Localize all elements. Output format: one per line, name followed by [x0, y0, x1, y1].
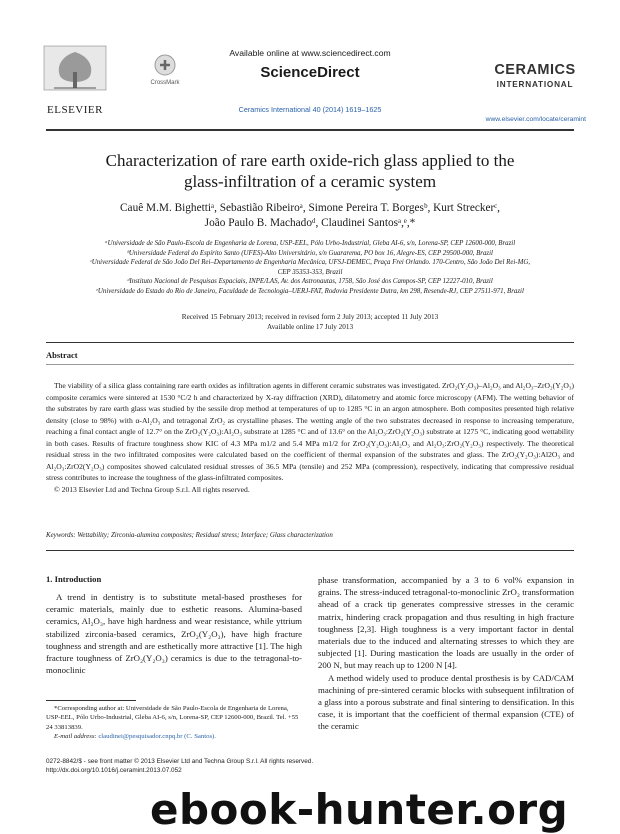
elsevier-wordmark: ELSEVIER: [47, 104, 103, 116]
email-link[interactable]: claudinei@pesquisador.cnpq.br (C. Santos).: [98, 733, 216, 741]
keywords: Keywords: Wettability; Zirconia-alumina composites; Residual stress; Interface; Glass characterization: [46, 532, 333, 539]
abstract-heading-rule: [46, 364, 574, 365]
footnote-rule: [46, 700, 136, 701]
intro-left-column: [46, 591, 302, 676]
intro-paragraph-3: A method widely used to produce dental prosthesis is by CAD/CAM machining of pre-sintered ceramic blocks with subsequent infiltration of a glass into a porous substrate and final sintering to densification. In this case, it is important that the coefficient of thermal expansion (CTE) of the ceramic: [318, 672, 574, 732]
affiliation-c: ᶜUniversidade Federal de São João Del Rei–Departamento de Engenharia Mecânica, UFSJ-DEMEC, Praça Frei Orlando. 170-Centro, São João Del Rei-MG,: [89, 259, 531, 266]
corresponding-author-note: *Corresponding author at: Universidade de São Paulo-Escola de Engenharia de Lorena, USP-EEL, Pólo Urbo-Industrial, Gleba AI-6, s/n, Lorena-SP, CEP 12600-000, Brazil. Tel. +55 24 33813839.: [46, 705, 299, 731]
available-date: Available online 17 July 2013: [266, 323, 354, 331]
abstract-body: [46, 380, 574, 495]
section-heading-introduction: 1. Introduction: [46, 574, 102, 584]
authors-line-2[interactable]: João Paulo B. Machadoᵈ, Claudinei Santosᵃ,ᵉ,*: [204, 217, 416, 229]
sciencedirect-logo[interactable]: ScienceDirect: [260, 64, 360, 81]
email-line: [46, 732, 302, 741]
title-line-2: glass-infiltration of a ceramic system: [183, 172, 437, 191]
affiliations: [25, 239, 595, 296]
elsevier-tree-icon: [40, 44, 110, 104]
affiliation-e: ᵉUniversidade do Estado do Rio de Janeiro, Faculdade de Tecnologia–UERJ-FAT, Rodovia Presidente Dutra, km 298, Resende-RJ, CEP 27511-971, Brazil: [96, 287, 524, 295]
header-rule: [46, 129, 574, 131]
watermark: ebook-hunter.org: [150, 785, 569, 834]
front-matter: [46, 757, 313, 775]
abstract-copyright: © 2013 Elsevier Ltd and Techna Group S.r.l. All rights reserved.: [54, 484, 250, 494]
doi-link[interactable]: http://dx.doi.org/10.1016/j.ceramint.2013.07.052: [46, 767, 182, 774]
journal-citation[interactable]: Ceramics International 40 (2014) 1619–1625: [238, 105, 382, 114]
abstract-text: The viability of a silica glass containing rare earth oxides as infiltration agents in different ceramic substrates was investigated. ZrO₂(Y₂O₃)–Al₂O₃ and Al₂O₃–ZrO₂(Y₂O₃) composite ceramics were sintered at 1530 °C/2 h and characterized by X-ray diffraction (XRD), dilatometry and atomic force microscopy (AFM). The wetting behavior of the substrates by rare earth glass was studied by the sessile drop method at temperatures of up to 1285 °C in an argon atmosphere. Both composites presented high relative density (close to 98%) with α-Al₂O₃ and tetragonal ZrO₂ as crystalline phases. The wetting angle of the two substrates decreased in response to increasing temperature, reaching a final contact angle of 12.7° on the ZrO₂(Y₂O₃):Al₂O₃ substrate at 1285 °C and of 13.6° on the Al₂O₃:ZrO₂(Y₂O₃) substrate at 1275 °C, indicating good wettability in both cases. Results of fracture toughness show KIC of 4.3 MPa m1/2 and 5.4 MPa m1/2 for ZrO₂(Y₂O₃):Al₂O₃ and Al₂O₃:ZrO₂(Y₂O₃) respectively. The theoretical residual stress in the two infiltrated composites were calculated based on the coefficient of thermal expansion of the substrates and glass. The ZrO₂(Y₂O₃):Al2O₃ and Al₂O₃:ZrO2(Y₂O₃) composites showed calculated residual stresses of 36.5 MPa (tensile) and 252 MPa (compression), respectively, indicating that compressive residual stress contributes to increase the toughness of the glass-infiltrated composites.: [46, 381, 574, 482]
crossmark-icon[interactable]: [154, 54, 176, 76]
abstract-heading: Abstract: [46, 350, 78, 360]
affiliation-d: ᵈInstituto Nacional de Pesquisas Espaciais, INPE/LAS, Av. dos Astronautas, 1758, São José dos Campos-SP, CEP 12227-010, Brazil: [127, 278, 493, 285]
crossmark-label: CrossMark: [150, 80, 180, 86]
intro-paragraph-1: A trend in dentistry is to substitute metal-based prostheses for ceramic materials, mainly due to esthetic reasons. Alumina-based ceramics, Al₂O₃, have high hardness and wear resistance, while yttrium stabilized zirconia-based ceramics, ZrO₂(Y₂O₃), have high fracture toughness and strength and are esthetically more attractive [1]. The high fracture toughness of ZrO₂(Y₂O₃) ceramics is due to the tetragonal-to-monoclinic: [46, 592, 302, 676]
available-online[interactable]: Available online at www.sciencedirect.com: [229, 48, 391, 58]
journal-logo-ceramics: CERAMICS: [494, 62, 576, 78]
author-list: [30, 201, 590, 231]
journal-url[interactable]: www.elsevier.com/locate/ceramint: [485, 116, 586, 123]
affiliation-c-cont: CEP 35353-353, Brazil: [277, 268, 343, 276]
front-matter-copyright: 0272-8842/$ - see front matter © 2013 Elsevier Ltd and Techna Group S.r.l. All rights reserved.: [46, 758, 314, 765]
email-label: E-mail address:: [54, 733, 97, 741]
keywords-rule: [46, 550, 574, 551]
article-history: [30, 312, 590, 332]
affiliation-a: ᵃUniversidade de São Paulo-Escola de Engenharia de Lorena, USP-EEL, Pólo Urbo-Industrial, Gleba AI-6, s/n, Lorena-SP, CEP 12600-000, Brazil: [104, 240, 516, 247]
article-title: [40, 150, 580, 192]
title-line-1: Characterization of rare earth oxide-rich glass applied to the: [105, 151, 515, 170]
intro-right-column: [318, 574, 574, 733]
intro-paragraph-2: phase transformation, accompanied by a 3 to 6 vol% expansion in grains. The stress-induced tetragonal-to-monoclinic ZrO₂ transformation ahead of a crack tip generates compressive stresses in the ceramic matrix, hindering crack propagation and thus resulting in high fracture toughness [2,3]. High toughness is a very important factor in dental materials due to the induced and alternating stresses to which they are subjected [1]. During mastication the loads are usually in the order of 200 N, but may reach up to 1200 N [4].: [318, 575, 574, 671]
journal-logo-international: INTERNATIONAL: [496, 80, 574, 89]
received-dates: Received 15 February 2013; received in revised form 2 July 2013; accepted 11 July 2013: [181, 313, 439, 321]
elsevier-logo: [40, 44, 110, 104]
footnote: [46, 704, 302, 742]
affiliation-b: ᵇUniversidade Federal do Espírito Santo (UFES)-Alto Universitário, s/n Guararema, PO box 16, Alegre-ES, CEP 29500-000, Brazil: [127, 249, 493, 257]
authors-line-1[interactable]: Cauê M.M. Bighettiᵃ, Sebastião Ribeiroᵃ, Simone Pereira T. Borgesᵇ, Kurt Streckerᶜ,: [120, 202, 500, 214]
abstract-top-rule: [46, 342, 574, 343]
